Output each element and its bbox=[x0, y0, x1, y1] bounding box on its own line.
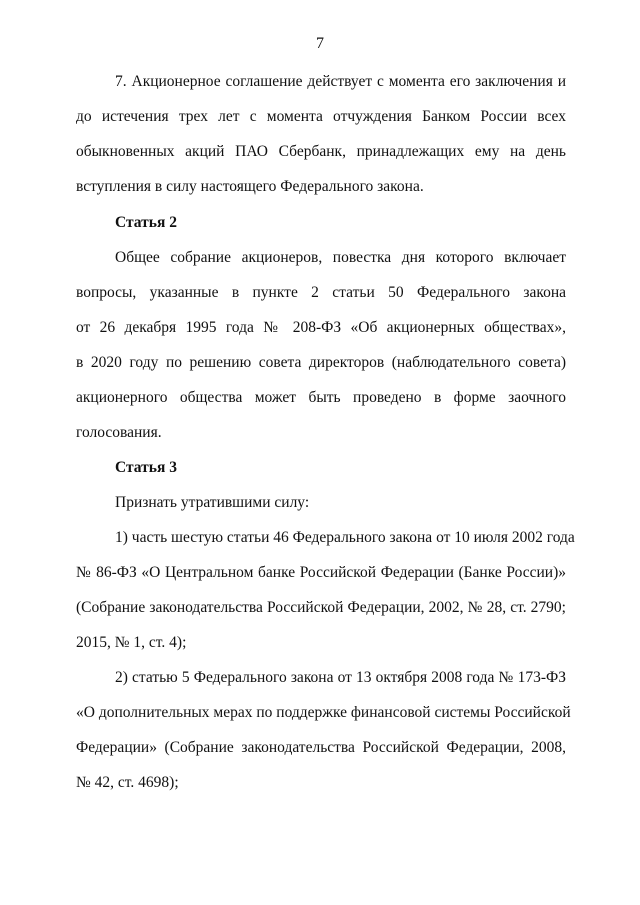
article-2-line-4: в 2020 году по решению совета директоров (наблюдательного совета) bbox=[76, 354, 566, 371]
article-2-heading: Статья 2 bbox=[115, 214, 177, 231]
article-2-line-1: Общее собрание акционеров, повестка дня которого включает bbox=[115, 249, 566, 266]
paragraph-7-line-2: до истечения трех лет с момента отчуждения Банком России всех bbox=[76, 108, 566, 125]
article-2-line-2: вопросы, указанные в пункте 2 статьи 50 Федерального закона bbox=[76, 284, 566, 301]
paragraph-7-line-3: обыкновенных акций ПАО Сбербанк, принадлежащих ему на день bbox=[76, 143, 566, 160]
article-3-item-1-line-3: (Собрание законодательства Российской Федерации, 2002, № 28, ст. 2790; bbox=[76, 599, 566, 616]
paragraph-7-line-4: вступления в силу настоящего Федерального закона. bbox=[76, 178, 424, 195]
article-3-item-2-line-2: «О дополнительных мерах по поддержке финансовой системы Российской bbox=[76, 704, 571, 721]
page-number: 7 bbox=[316, 35, 324, 52]
article-3-item-1-line-4: 2015, № 1, ст. 4); bbox=[76, 634, 187, 651]
article-3-heading: Статья 3 bbox=[115, 459, 177, 476]
article-3-item-2-line-3: Федерации» (Собрание законодательства Российской Федерации, 2008, bbox=[76, 739, 566, 756]
article-2-line-3: от 26 декабря 1995 года № 208-ФЗ «Об акционерных обществах», bbox=[76, 319, 566, 336]
paragraph-7-line-1: 7. Акционерное соглашение действует с момента его заключения и bbox=[115, 73, 566, 90]
article-3-item-2-line-1: 2) статью 5 Федерального закона от 13 октября 2008 года № 173-ФЗ bbox=[115, 669, 566, 686]
article-3-intro: Признать утратившими силу: bbox=[115, 494, 310, 511]
article-3-item-1-line-2: № 86-ФЗ «О Центральном банке Российской Федерации (Банке России)» bbox=[76, 564, 566, 581]
article-3-item-1-line-1: 1) часть шестую статьи 46 Федерального закона от 10 июля 2002 года bbox=[115, 529, 575, 546]
article-3-item-2-line-4: № 42, ст. 4698); bbox=[76, 774, 179, 791]
article-2-line-6: голосования. bbox=[76, 424, 162, 441]
article-2-line-5: акционерного общества может быть проведено в форме заочного bbox=[76, 389, 566, 406]
